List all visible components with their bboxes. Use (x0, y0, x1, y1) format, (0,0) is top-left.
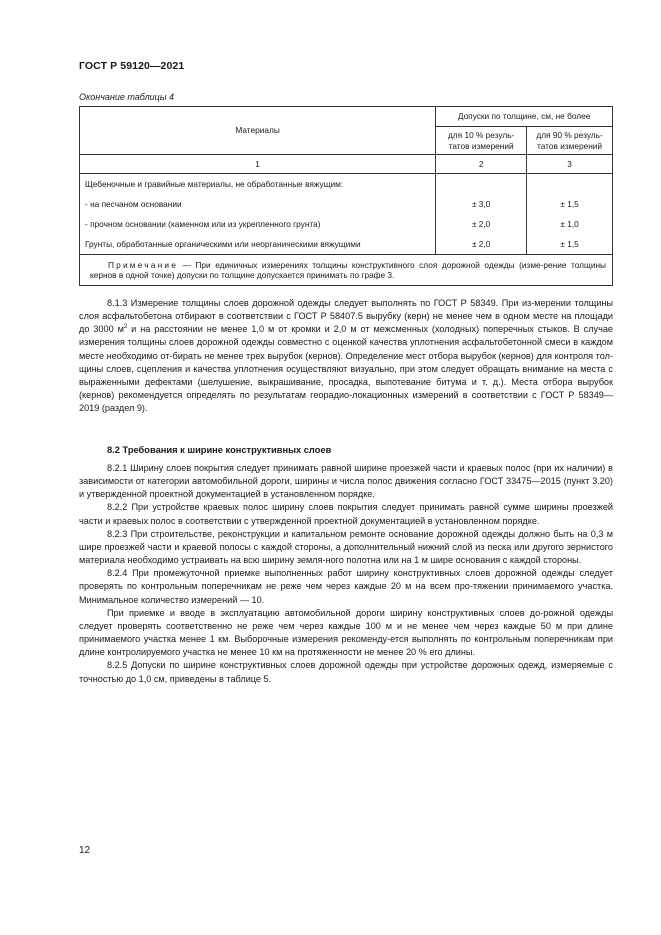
paragraph-8-1-3 (79, 297, 613, 415)
section-8-2-body (79, 462, 613, 686)
row-value-10 (436, 174, 527, 195)
row-value-90: ± 1,0 (527, 215, 613, 235)
header-tolerance: Допуски по толщине, см, не более (436, 107, 613, 127)
row-value-90: ± 1,5 (527, 235, 613, 255)
section-heading-8-2: 8.2 Требования к ширине конструктивных слоев (107, 445, 332, 455)
note-text: — При единичных измерениях толщины конструктивного слоя дорожной одежды (изме-рение толщины кернов в одной точке) допуски по толщине допускается принимать по графе 3. (90, 259, 606, 280)
header-materials: Материалы (80, 107, 436, 155)
row-value-90 (527, 174, 613, 195)
column-number: 2 (436, 155, 527, 174)
note-label: Примечание (108, 259, 179, 270)
table-row (80, 174, 613, 195)
row-label: - на песчаном основании (80, 195, 436, 215)
paragraph-8-2-3: 8.2.3 При строительстве, реконструкции и капитальном ремонте основание дорожной одежды должно быть на 0,3 м шире проезжей части и краевой полосы с каждой стороны, а дополнительный нижний слой из песка или другого зернистого материала необходимо устраивать на всю ширину земля-ного полотна или на 1 м шире основания с каждой стороны. (79, 528, 613, 566)
document-code: ГОСТ Р 59120—2021 (79, 60, 185, 72)
table-note-row (80, 255, 613, 286)
row-value-10: ± 2,0 (436, 215, 527, 235)
paragraph-8-2-1: 8.2.1 Ширину слоев покрытия следует принимать равной ширине проезжей части и краевых полос (при их наличии) в зависимости от категории автомобильной дороги, ширины и числа полос движения согласно ГОСТ 33475—2015 (пункт 3.20) и утвержденной проектной документацией в установленном порядке. (79, 463, 613, 500)
column-number: 1 (80, 155, 436, 174)
paragraph-8-2-2: 8.2.2 При устройстве краевых полос ширину слоев покрытия следует принимать равной сумме ширины проезжей части и краевых полос в соответствии с утвержденной проектной документацией в установленном порядке. (79, 502, 613, 526)
tolerance-table (79, 106, 613, 286)
row-value-90: ± 1,5 (527, 195, 613, 215)
paragraph-text: 8.1.3 Измерение толщины слоев дорожной одежды следует выполнять по ГОСТ Р 58349. При из-мерении толщины слоя асфальтобетона отбирают в соответствии с ГОСТ Р 58407.5 вырубку (керн) не менее чем в одном месте на площади до 3000 м (79, 298, 613, 335)
table-caption: Окончание таблицы 4 (79, 92, 174, 102)
table-row (80, 195, 613, 215)
row-value-10: ± 2,0 (436, 235, 527, 255)
paragraph-8-2-5: 8.2.5 Допуски по ширине конструктивных слоев дорожной одежды при устройстве дорожных одежд, измеряемые с точностью до 1,0 см, приведены в таблице 5. (79, 660, 613, 684)
row-label: Щебеночные и гравийные материалы, не обработанные вяжущим: (80, 174, 436, 195)
header-90-percent: для 90 % резуль-татов измерений (527, 127, 613, 155)
paragraph-8-2-4-continued: При приемке и вводе в эксплуатацию автомобильной дороги ширину конструктивных слоев до-рожной одежды следует проверять соответственно не реже чем через каждые 100 м и не менее чем через каждые 50 м при длине принимаемого участка менее 1 км. Выборочные измерения рекоменду-ется выполнять по контрольным поперечникам при длине контролируемого участка не менее 10 км на протяженности не менее 20 % его длины. (79, 607, 613, 658)
row-value-10: ± 3,0 (436, 195, 527, 215)
superscript: 2 (123, 324, 128, 331)
paragraph-text: и на расстоянии не менее 1,0 м от кромки и 2,0 м от межсменных (холодных) поперечных стыков. В случае измерения толщины слоев дорожной одежды совместно с оценкой качества уплотнения асфальтобетонной смеси в каждом месте необходимо от-бирать не менее трех вырубок (кернов). Определение мест отбора вырубок (кернов) для контроля тол-щины слоев, сцепления и качества уплотнения осуществляют визуально, при этом следует обращать внимание на места с выраженными дефектами (шелушение, выкрашивание, просадка, выпотевание битума и т. д.). Места отбора вырубок (кернов) рекомендуется определять по результатам георадио-локационных измерений в соответствии с ГОСТ Р 58349—2019 (раздел 9). (79, 324, 613, 414)
header-10-percent: для 10 % резуль-татов измерений (436, 127, 527, 155)
row-label: Грунты, обработанные органическими или неорганическими вяжущими (80, 235, 436, 255)
table-row (80, 235, 613, 255)
table-note (80, 255, 613, 286)
paragraph-8-2-4: 8.2.4 При промежуточной приемке выполненных работ ширину конструктивных слоев дорожной одежды следует проверять по контрольным поперечникам не реже чем через каждые 20 м на всем про-тяжении принимаемого участка. Минимальное количество измерений — 10. (79, 568, 613, 605)
page-number: 12 (79, 845, 91, 856)
row-label: - прочном основании (каменном или из укрепленного грунта) (80, 215, 436, 235)
table-row (80, 215, 613, 235)
column-number: 3 (527, 155, 613, 174)
